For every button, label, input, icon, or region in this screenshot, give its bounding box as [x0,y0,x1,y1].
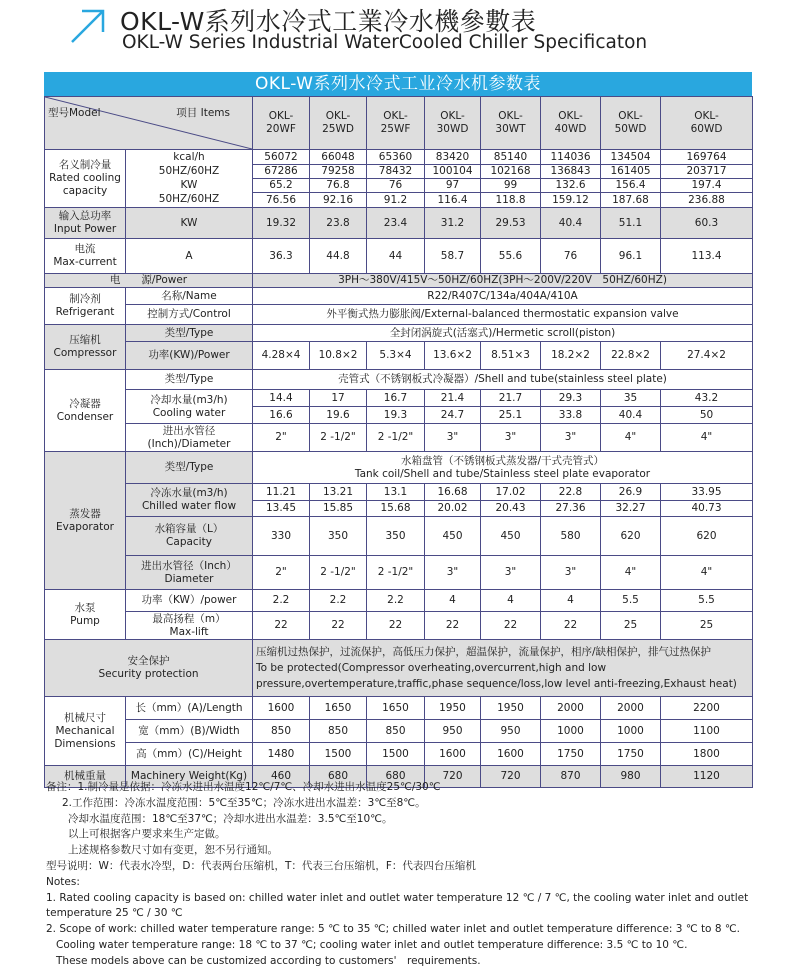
value-cell: 50 [661,407,753,424]
value-cell: 22.8×2 [601,342,661,370]
table-row [45,305,753,325]
value-cell: 5.5 [661,590,753,612]
value-cell: 2200 [661,697,753,720]
table-row [45,612,753,640]
model-header: OKL- 40WD [541,97,601,150]
value-cell: 16.7 [367,390,425,407]
value-cell: 156.4 [601,179,661,193]
value-cell: 19.6 [310,407,367,424]
value-cell: 2.2 [253,590,310,612]
value-cell: 31.2 [425,208,481,239]
item-label: 最高扬程（m） Max-lift [126,612,253,640]
value-cell: 450 [481,517,541,556]
value-cell: 350 [367,517,425,556]
value-cell: 4" [661,424,753,452]
item-label: KW [126,208,253,239]
table-row [45,208,753,239]
table-row [45,390,753,407]
value-cell: 58.7 [425,239,481,274]
value-cell: 980 [601,766,661,788]
page-subtitle: OKL-W Series Industrial WaterCooled Chiller Specificaton [122,32,648,53]
value-cell: 10.8×2 [310,342,367,370]
value-cell: 330 [253,517,310,556]
value-cell: 950 [481,720,541,743]
model-label: 型号Model [48,107,101,119]
value-cell: 25 [601,612,661,640]
value-cell: 1500 [310,743,367,766]
value-cell: 40.4 [541,208,601,239]
value-cell: 23.4 [367,208,425,239]
table-row [45,150,753,165]
value-cell: 60.3 [661,208,753,239]
value-cell: 22 [253,612,310,640]
value-cell: 720 [425,766,481,788]
value-cell: 66048 [310,150,367,165]
table-row [45,179,753,193]
model-items-header [45,97,253,150]
note-line: Notes: [46,875,80,888]
item-label: 名称/Name [126,288,253,305]
table-row [45,342,753,370]
value-cell: 720 [481,766,541,788]
note-line: Cooling water temperature range: 18 ℃ to 37 ℃; cooling water inlet and outlet temperature difference: 3.5 ℃ to 10 ℃. [56,938,688,951]
value-cell: 33.95 [661,484,753,501]
spanned-value: 3PH～380V/415V～50HZ/60HZ(3PH～200V/220V 50HZ/60HZ) [253,274,753,288]
value-cell: 27.36 [541,501,601,517]
items-label: 项目 Items [176,107,230,119]
value-cell: 3" [481,556,541,590]
value-cell: 33.8 [541,407,601,424]
value-cell: 2 -1/2" [367,556,425,590]
value-cell: 1480 [253,743,310,766]
value-cell: 51.1 [601,208,661,239]
value-cell: 850 [253,720,310,743]
table-row [45,697,753,720]
table-title: OKL-W系列水冷式工业冷水机参数表 [44,72,752,96]
value-cell: 22.8 [541,484,601,501]
value-cell: 25.1 [481,407,541,424]
value-cell: 4 [481,590,541,612]
value-cell: 21.4 [425,390,481,407]
value-cell: 40.73 [661,501,753,517]
model-header: OKL- 50WD [601,97,661,150]
item-label: 高（mm）(C)/Height [126,743,253,766]
value-cell: 161405 [601,165,661,179]
value-cell: 620 [601,517,661,556]
item-label: 冷却水量(m3/h) Cooling water [126,390,253,424]
value-cell: 102168 [481,165,541,179]
value-cell: 20.43 [481,501,541,517]
value-cell: 13.1 [367,484,425,501]
value-cell: 850 [367,720,425,743]
value-cell: 159.12 [541,193,601,208]
group-label: 冷凝器 Condenser [45,370,126,452]
value-cell: 14.4 [253,390,310,407]
group-label: 水泵 Pump [45,590,126,640]
spanned-value: 水箱盘管（不锈钢板式蒸发器/干式壳管式） Tank coil/Shell and tube/Stainless steel plate evaporator [253,452,753,484]
value-cell: 8.51×3 [481,342,541,370]
item-label: KW [126,179,253,193]
value-cell: 2000 [601,697,661,720]
value-cell: 13.45 [253,501,310,517]
item-label: 控制方式/Control [126,305,253,325]
value-cell: 20.02 [425,501,481,517]
value-cell: 2" [253,424,310,452]
header-row [45,97,753,150]
value-cell: 27.4×2 [661,342,753,370]
row-label: 电 源/Power [45,274,253,288]
notes [46,780,786,970]
value-cell: 460 [253,766,310,788]
value-cell: 44 [367,239,425,274]
value-cell: 15.85 [310,501,367,517]
value-cell: 187.68 [601,193,661,208]
item-label: 类型/Type [126,452,253,484]
spanned-value: 壳管式（不锈钢板式冷凝器）/Shell and tube(stainless steel plate) [253,370,753,390]
value-cell: 1750 [541,743,601,766]
table-row [45,370,753,390]
value-cell: 25 [661,612,753,640]
note-line: 备注：1.制冷量是依据：冷冻水进出水温度12℃/7℃、冷却水进出水温度25℃/30℃ [46,781,441,793]
table-row [45,424,753,452]
value-cell: 43.2 [661,390,753,407]
table-row [45,288,753,305]
value-cell: 4 [425,590,481,612]
model-header: OKL- 30WT [481,97,541,150]
value-cell: 40.4 [601,407,661,424]
value-cell: 350 [310,517,367,556]
value-cell: 136843 [541,165,601,179]
table-row [45,556,753,590]
value-cell: 1600 [253,697,310,720]
spanned-value: 压缩机过热保护，过流保护，高低压力保护，超温保护，流量保护，相序/缺相保护，排气过热保护 To be protected(Compressor overheating,overcurrent,high and low pressure,overtemperature,traffic,phase sequence/loss,low level anti-freezing,Exhaust heat) [253,640,753,697]
value-cell: 114036 [541,150,601,165]
note-line: 上述规格参数尺寸如有变更，恕不另行通知。 [68,844,278,857]
value-cell: 850 [310,720,367,743]
note-line: 2.工作范围：冷冻水温度范围：5℃至35℃；冷冻水进出水温差：3℃至8℃。 [62,796,426,809]
item-label: 功率(KW)/Power [126,342,253,370]
model-header: OKL- 25WD [310,97,367,150]
value-cell: 13.21 [310,484,367,501]
value-cell: 76 [541,239,601,274]
value-cell: 35 [601,390,661,407]
spec-table [44,96,753,788]
note-line: 2. Scope of work: chilled water temperature range: 5 ℃ to 35 ℃; chilled water inlet and outlet temperature difference: 3 ℃ to 8 ℃. [46,923,740,936]
value-cell: 1000 [541,720,601,743]
value-cell: 680 [310,766,367,788]
table-row [45,452,753,484]
value-cell: 22 [367,612,425,640]
value-cell: 4.28×4 [253,342,310,370]
item-label: 冷冻水量(m3/h) Chilled water flow [126,484,253,517]
value-cell: 17.02 [481,484,541,501]
value-cell: 169764 [661,150,753,165]
item-label: 长（mm）(A)/Length [126,697,253,720]
group-label: 名义制冷量 Rated cooling capacity [45,150,126,208]
value-cell: 17 [310,390,367,407]
value-cell: 1950 [481,697,541,720]
table-row [45,239,753,274]
value-cell: 76.8 [310,179,367,193]
value-cell: 1650 [367,697,425,720]
value-cell: 1000 [601,720,661,743]
value-cell: 1950 [425,697,481,720]
value-cell: 4" [601,424,661,452]
table-row [45,640,753,697]
value-cell: 4 [541,590,601,612]
value-cell: 24.7 [425,407,481,424]
table-row [45,165,753,179]
item-label: 进出水管径（Inch） Diameter [126,556,253,590]
value-cell: 1600 [425,743,481,766]
value-cell: 580 [541,517,601,556]
spanned-value: 外平衡式热力膨胀阀/External-balanced thermostatic expansion valve [253,305,753,325]
value-cell: 680 [367,766,425,788]
value-cell: 36.3 [253,239,310,274]
value-cell: 236.88 [661,193,753,208]
value-cell: 55.6 [481,239,541,274]
value-cell: 3" [541,556,601,590]
value-cell: 2" [253,556,310,590]
item-label: 类型/Type [126,370,253,390]
value-cell: 116.4 [425,193,481,208]
value-cell: 22 [481,612,541,640]
item-label: 50HZ/60HZ [126,193,253,208]
value-cell: 44.8 [310,239,367,274]
diagonal-divider [45,97,252,149]
value-cell: 3" [541,424,601,452]
value-cell: 3" [425,424,481,452]
value-cell: 96.1 [601,239,661,274]
value-cell: 3" [425,556,481,590]
spanned-value: R22/R407C/134a/404A/410A [253,288,753,305]
item-label: Machinery Weight(Kg) [126,766,253,788]
arrow-up-right-icon [68,6,108,46]
value-cell: 1120 [661,766,753,788]
table-row [45,484,753,501]
value-cell: 2 -1/2" [367,424,425,452]
value-cell: 19.3 [367,407,425,424]
item-label: 宽（mm）(B)/Width [126,720,253,743]
model-header: OKL- 20WF [253,97,310,150]
table-row [45,325,753,342]
value-cell: 67286 [253,165,310,179]
item-label: A [126,239,253,274]
value-cell: 870 [541,766,601,788]
model-header: OKL- 60WD [661,97,753,150]
value-cell: 2000 [541,697,601,720]
group-label: 输入总功率 Input Power [45,208,126,239]
value-cell: 97 [425,179,481,193]
value-cell: 113.4 [661,239,753,274]
value-cell: 4" [661,556,753,590]
value-cell: 1750 [601,743,661,766]
value-cell: 132.6 [541,179,601,193]
value-cell: 203717 [661,165,753,179]
value-cell: 26.9 [601,484,661,501]
group-label: 机械尺寸 Mechanical Dimensions [45,697,126,766]
model-header: OKL- 25WF [367,97,425,150]
value-cell: 5.5 [601,590,661,612]
value-cell: 134504 [601,150,661,165]
value-cell: 22 [310,612,367,640]
value-cell: 78432 [367,165,425,179]
group-label: 电流 Max-current [45,239,126,274]
value-cell: 22 [541,612,601,640]
value-cell: 32.27 [601,501,661,517]
group-label: 蒸发器 Evaporator [45,452,126,590]
item-label: 类型/Type [126,325,253,342]
value-cell: 2.2 [310,590,367,612]
value-cell: 18.2×2 [541,342,601,370]
value-cell: 22 [425,612,481,640]
note-line: 型号说明：W：代表水冷型，D：代表两台压缩机，T：代表三台压缩机，F：代表四台压缩机 [46,859,476,872]
row-label: 安全保护 Security protection [45,640,253,697]
value-cell: 92.16 [310,193,367,208]
value-cell: 1800 [661,743,753,766]
item-label: 50HZ/60HZ [126,165,253,179]
note-line: temperature 25 ℃ / 30 ℃ [46,907,183,920]
group-label: 机械重量 [45,766,126,788]
value-cell: 1500 [367,743,425,766]
value-cell: 15.68 [367,501,425,517]
note-line: 1. Rated cooling capacity is based on: chilled water inlet and outlet water temperature 12 ℃ / 7 ℃, the cooling water inlet and outlet [46,891,749,904]
item-label: 功率（KW）/power [126,590,253,612]
table-row [45,193,753,208]
value-cell: 2 -1/2" [310,556,367,590]
value-cell: 13.6×2 [425,342,481,370]
value-cell: 4" [601,556,661,590]
value-cell: 99 [481,179,541,193]
value-cell: 3" [481,424,541,452]
value-cell: 83420 [425,150,481,165]
value-cell: 620 [661,517,753,556]
value-cell: 11.21 [253,484,310,501]
item-label: kcal/h [126,150,253,165]
table-row [45,743,753,766]
table-row [45,590,753,612]
value-cell: 1100 [661,720,753,743]
group-label: 制冷剂 Refrigerant [45,288,126,325]
value-cell: 16.68 [425,484,481,501]
note-line: These models above can be customized according to customers' requirements. [56,954,481,967]
value-cell: 19.32 [253,208,310,239]
value-cell: 21.7 [481,390,541,407]
spec-table-container [44,72,752,788]
value-cell: 65360 [367,150,425,165]
table-row [45,274,753,288]
value-cell: 56072 [253,150,310,165]
value-cell: 79258 [310,165,367,179]
value-cell: 76 [367,179,425,193]
value-cell: 1650 [310,697,367,720]
note-line: 以上可根据客户要求来生产定做。 [68,828,226,841]
item-label: 进出水管径 (Inch)/Diameter [126,424,253,452]
value-cell: 2 -1/2" [310,424,367,452]
page-title: OKL-W系列水冷式工業冷水機參數表 [120,7,537,36]
value-cell: 65.2 [253,179,310,193]
value-cell: 197.4 [661,179,753,193]
value-cell: 16.6 [253,407,310,424]
value-cell: 100104 [425,165,481,179]
value-cell: 2.2 [367,590,425,612]
value-cell: 29.53 [481,208,541,239]
spanned-value: 全封闭涡旋式(活塞式)/Hermetic scroll(piston) [253,325,753,342]
table-row [45,720,753,743]
value-cell: 450 [425,517,481,556]
value-cell: 91.2 [367,193,425,208]
value-cell: 950 [425,720,481,743]
item-label: 水箱容量（L） Capacity [126,517,253,556]
table-row [45,517,753,556]
value-cell: 1600 [481,743,541,766]
group-label: 压缩机 Compressor [45,325,126,370]
value-cell: 85140 [481,150,541,165]
value-cell: 118.8 [481,193,541,208]
value-cell: 5.3×4 [367,342,425,370]
model-header: OKL- 30WD [425,97,481,150]
value-cell: 76.56 [253,193,310,208]
value-cell: 23.8 [310,208,367,239]
value-cell: 29.3 [541,390,601,407]
note-line: 冷却水温度范围：18℃至37℃；冷却水进出水温差：3.5℃至10℃。 [68,812,393,825]
